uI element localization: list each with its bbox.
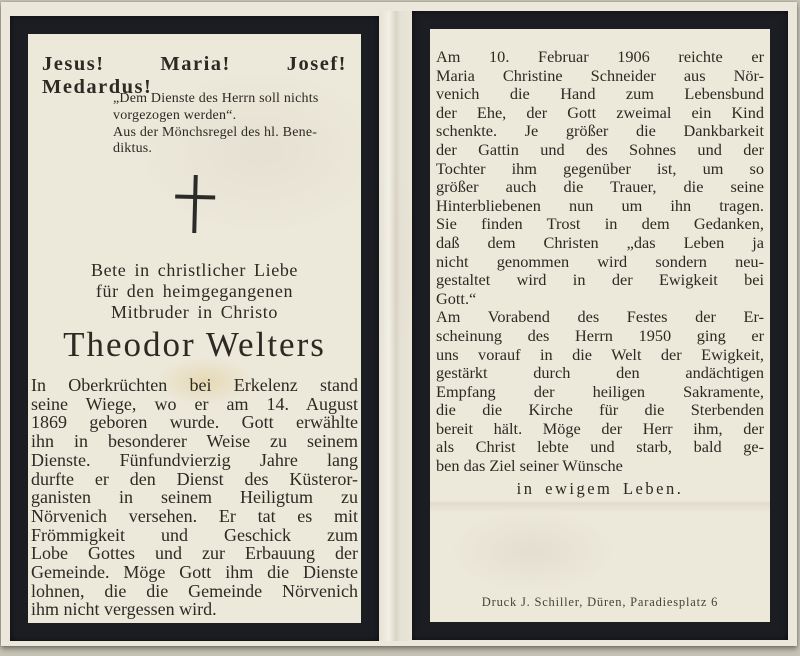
text-line: Maria Christine Schneider aus Nör- bbox=[436, 65, 764, 85]
text-line: daß dem Christen „das Leben ja bbox=[436, 232, 764, 252]
dedication-text bbox=[28, 260, 361, 323]
text-line: bereit hält. Möge der Herr ihm, der bbox=[436, 418, 764, 438]
text-line: „Dem Dienste des Herrn soll nichts bbox=[113, 91, 319, 106]
text-line: schenkte. Je größer die Dankbarkeit bbox=[436, 121, 764, 141]
text-line: Aus der Mönchsregel des hl. Bene- bbox=[113, 124, 318, 140]
text-line: der Ehe, der Gott zweimal ein Kind bbox=[436, 102, 764, 122]
text-line: durfte er den Dienst des Küsteror- bbox=[31, 468, 358, 489]
text-line: Nörvenich versehen. Er tat es mit bbox=[31, 505, 358, 526]
right-page-frame bbox=[412, 11, 788, 640]
printer-credit: Druck J. Schiller, Düren, Paradiesplatz 6 bbox=[481, 595, 719, 609]
left-page-frame bbox=[10, 16, 379, 641]
obituary-paragraph-2 bbox=[436, 308, 764, 475]
text-line: diktus. bbox=[113, 141, 153, 157]
text-line: Hinterbliebenen nun um ihn tragen. bbox=[436, 195, 764, 215]
text-line: uns vorauf in die Welt der Ewigkeit, bbox=[436, 344, 764, 364]
text-line: Mitbruder in Christo bbox=[111, 302, 278, 322]
text-line: für den heimgegangenen bbox=[95, 281, 294, 301]
text-line: Dienste. Fünfundvierzig Jahre lang bbox=[31, 449, 358, 470]
text-line: In Oberkrüchten bei Erkelenz stand bbox=[31, 375, 358, 395]
text-line: die die Kirche für die Sterbenden bbox=[436, 400, 764, 420]
text-line: Gemeinde. Möge Gott ihm die Dienste bbox=[31, 562, 358, 583]
text-line: Bete in christlicher Liebe bbox=[90, 260, 299, 280]
center-fold bbox=[379, 11, 412, 641]
text-line: nicht genommen wird sondern neu- bbox=[436, 251, 764, 271]
right-page bbox=[430, 29, 770, 622]
text-line: seine Wiege, wo er am 14. August bbox=[31, 393, 358, 414]
text-line: ganisten in seinem Heiligtum zu bbox=[31, 487, 358, 508]
invocation-line: Jesus! Maria! Josef! Medardus! bbox=[42, 53, 347, 98]
biography-text bbox=[31, 376, 358, 619]
text-line: Am 10. Februar 1906 reichte er bbox=[436, 47, 764, 66]
text-line: Empfang der heiligen Sakramente, bbox=[436, 381, 764, 401]
deceased-name: Theodor Welters bbox=[63, 325, 326, 364]
closing-line: in ewigem Leben. bbox=[516, 478, 684, 498]
text-line: als Christ lebte und starb, bald ge- bbox=[436, 437, 764, 457]
text-line: größer auch die Trauer, die seine bbox=[436, 177, 764, 197]
text-line: lohnen, die die Gemeinde Nörvenich bbox=[31, 580, 358, 601]
cross-icon bbox=[174, 174, 216, 233]
text-line: 1869 geboren wurde. Gott erwählte bbox=[31, 412, 358, 433]
obituary-paragraph-1 bbox=[436, 48, 764, 308]
card bbox=[1, 2, 797, 646]
text-line: gestaltet wird in der Ewigkeit bei bbox=[436, 270, 764, 290]
text-line: ihm nicht vergessen wird. bbox=[31, 599, 217, 620]
text-line: Gott.“ bbox=[436, 288, 477, 308]
text-line: gestärkt durch den andächtigen bbox=[436, 363, 764, 383]
text-line: Lobe Gottes und zur Erbauung der bbox=[31, 543, 358, 564]
text-line: Am Vorabend des Festes der Er- bbox=[436, 307, 764, 327]
text-line: ben das Ziel seiner Wünsche bbox=[436, 456, 623, 476]
obituary-text bbox=[436, 48, 764, 498]
text-line: vorgezogen werden“. bbox=[113, 107, 237, 123]
text-line: der Gattin und des Sohnes und der bbox=[436, 139, 764, 159]
text-line: Tochter ihm gegenüber ist, um so bbox=[436, 158, 764, 178]
text-line: Frömmigkeit und Geschick zum bbox=[31, 524, 358, 545]
left-page bbox=[28, 34, 361, 623]
benedictine-quote bbox=[113, 91, 361, 158]
text-line: ihn in besonderer Weise zu seinem bbox=[31, 431, 358, 452]
text-line: Sie finden Trost in dem Gedanken, bbox=[436, 214, 764, 234]
text-line: scheinung des Herrn 1950 ging er bbox=[436, 325, 764, 345]
text-line: venich die Hand zum Lebensbund bbox=[436, 84, 764, 104]
